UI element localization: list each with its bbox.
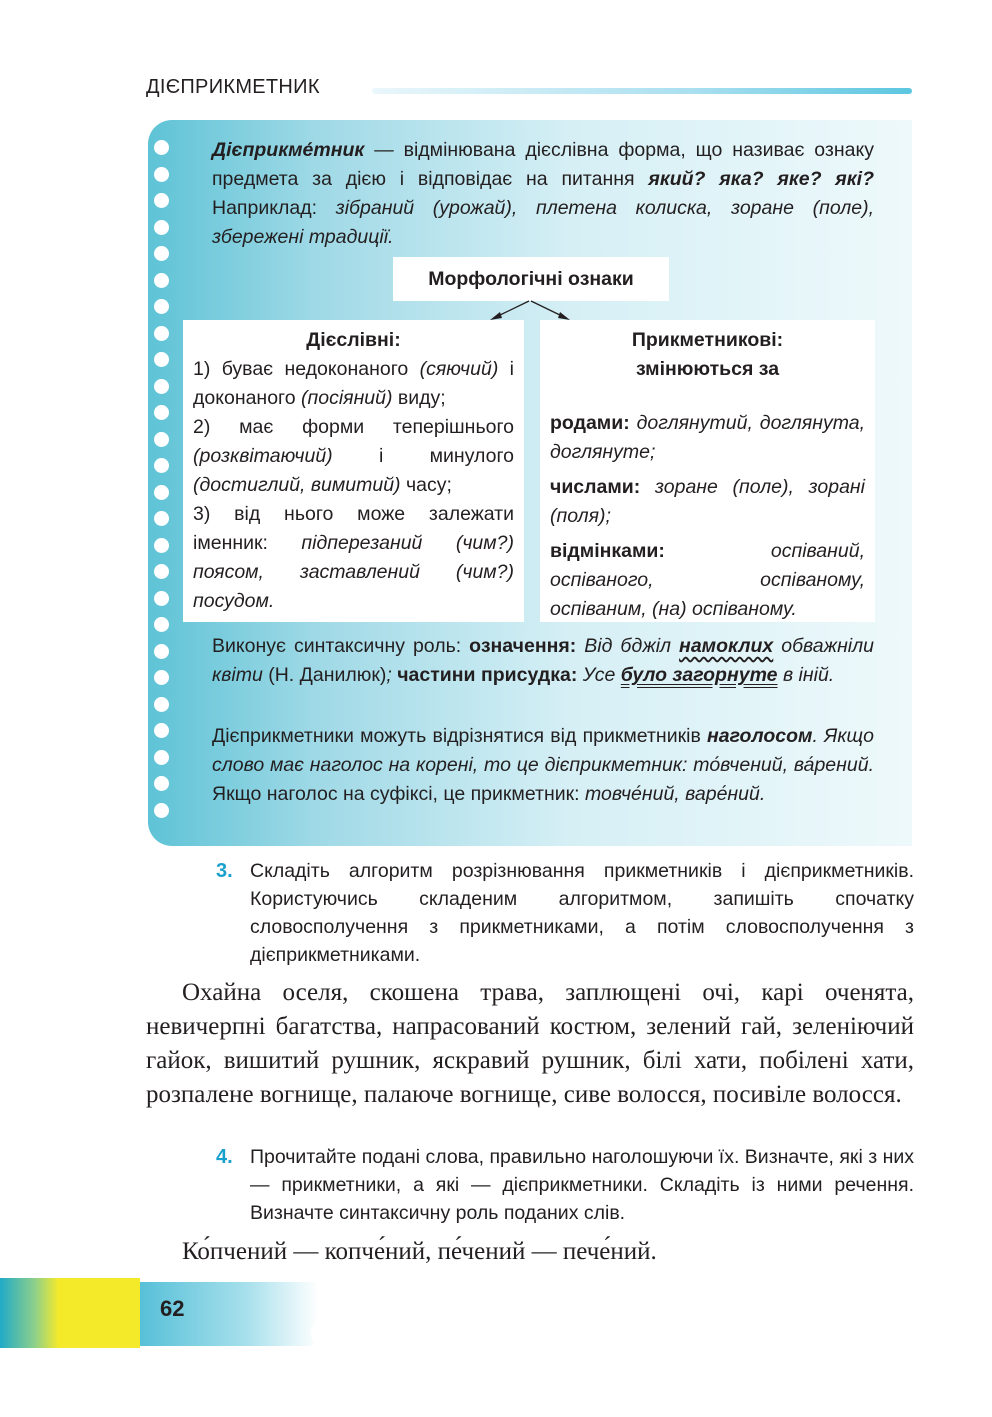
syntax-role-paragraph: Виконує синтаксичну роль: означення: Від бджіл намоклих обважніли квіти (Н. Данилюк); частини присудка: Усе було загорнуте в іній.	[212, 635, 874, 686]
adjectival-features-box	[540, 320, 875, 622]
verbal-heading: Дієслівні:	[306, 329, 401, 351]
participle-attribute: намоклих	[679, 635, 774, 657]
ring-hole	[154, 591, 169, 606]
ring-hole	[154, 246, 169, 261]
task-4-number: 4.	[216, 1146, 233, 1168]
task-4-text: Прочитайте подані слова, правильно наголошуючи їх. Визначте, які з них — прикметники, а які — дієприкметники. Складіть із ними речення. Визначте синтаксичну роль поданих слів.	[250, 1146, 914, 1224]
task-4-exercise: Ко́пчений — копче́ний, пе́чений — пече́ний.	[182, 1238, 657, 1265]
ring-hole	[154, 750, 169, 765]
morph-title-box: Морфологічні ознаки	[393, 257, 669, 301]
ring-hole	[154, 220, 169, 235]
task-3-number: 3.	[216, 860, 233, 882]
accent-paragraph: Дієприкметники можуть відрізнятися від прикметників наголосом. Якщо слово має наголос на корені, то це дієприкметник: то́вчений, ва́рений. Якщо наголос на суфіксі, це прикметник: товче́ний, варе́ний.	[212, 725, 874, 805]
ring-hole	[154, 511, 169, 526]
ring-hole	[154, 432, 169, 447]
ring-hole	[154, 670, 169, 685]
adjectival-numbers: числами: зоране (поле), зорані (поля);	[550, 476, 865, 527]
definition-paragraph	[212, 136, 874, 252]
notebook-rings	[154, 140, 174, 829]
ring-hole	[154, 352, 169, 367]
ring-hole	[154, 617, 169, 632]
running-header: ДІЄПРИКМЕТНИК	[146, 76, 320, 98]
ring-hole	[154, 379, 169, 394]
task-3-exercise: Охайна оселя, скошена трава, заплющені очі, карі оченята, невичерпні багатства, напрасований костюм, зелений гай, зеленіючий гайок, вишитий рушник, яскравий рушник, білі хати, побілені хати, розпалене вогнище, палаюче вогнище, сиве волосся, посивіле волосся.	[146, 979, 914, 1108]
ring-hole	[154, 776, 169, 791]
ring-hole	[154, 140, 169, 155]
definition-text: — відмінювана дієслівна форма, що називає ознаку предмета за дією і відповідає на питання	[212, 139, 874, 190]
adjectival-cases: відмінками: оспіваний, оспіваного, оспіваному, оспіваним, (на) оспіваному.	[550, 540, 865, 620]
ring-hole	[154, 405, 169, 420]
task-4	[216, 1143, 914, 1224]
ring-hole	[154, 803, 169, 818]
verbal-item-3: 3) від нього може залежати іменник: підперезаний (чим?) поясом, заставлений (чим?) посудом.	[193, 503, 514, 612]
ring-hole	[154, 326, 169, 341]
ring-hole	[154, 485, 169, 500]
header-rule	[372, 88, 912, 94]
ring-hole	[154, 697, 169, 712]
page-number: 62	[160, 1296, 185, 1321]
definition-example-lead: Наприклад:	[212, 197, 336, 219]
participle-predicate: було загорнуте	[620, 664, 778, 686]
task-3-text: Складіть алгоритм розрізнювання прикметників і дієприкметників. Користуючись складеним алгоритмом, запишіть спочатку словосполучення з прикметниками, а потім словосполучення з дієприкметниками.	[250, 860, 914, 966]
ring-hole	[154, 458, 169, 473]
ring-hole	[154, 644, 169, 659]
ring-hole	[154, 299, 169, 314]
adjectival-heading-1: Прикметникові:	[631, 329, 784, 351]
ring-hole	[154, 273, 169, 288]
ring-hole	[154, 538, 169, 553]
definition-questions: який? яка? яке? які?	[648, 168, 874, 190]
definition-term: Дієприкме́тник	[212, 139, 365, 161]
task-3	[216, 857, 914, 966]
ring-hole	[154, 723, 169, 738]
verbal-features-box	[183, 320, 524, 622]
adjectival-heading-2: змінюються за	[635, 358, 780, 380]
verbal-item-1: 1) буває недоконаного (сяючий) і доконаного (посіяний) виду;	[193, 358, 515, 409]
ring-hole	[154, 167, 169, 182]
definition-examples: зібраний (урожай), плетена колиска, зоране (поле), збережені традиції.	[212, 197, 874, 248]
verbal-item-2: 2) має форми теперішнього (розквітаючий) і минулого (достиглий, вимитий) часу;	[193, 416, 514, 496]
adjectival-genders: родами: доглянутий, доглянута, доглянуте;	[550, 412, 865, 463]
ring-hole	[154, 564, 169, 579]
ring-hole	[154, 193, 169, 208]
